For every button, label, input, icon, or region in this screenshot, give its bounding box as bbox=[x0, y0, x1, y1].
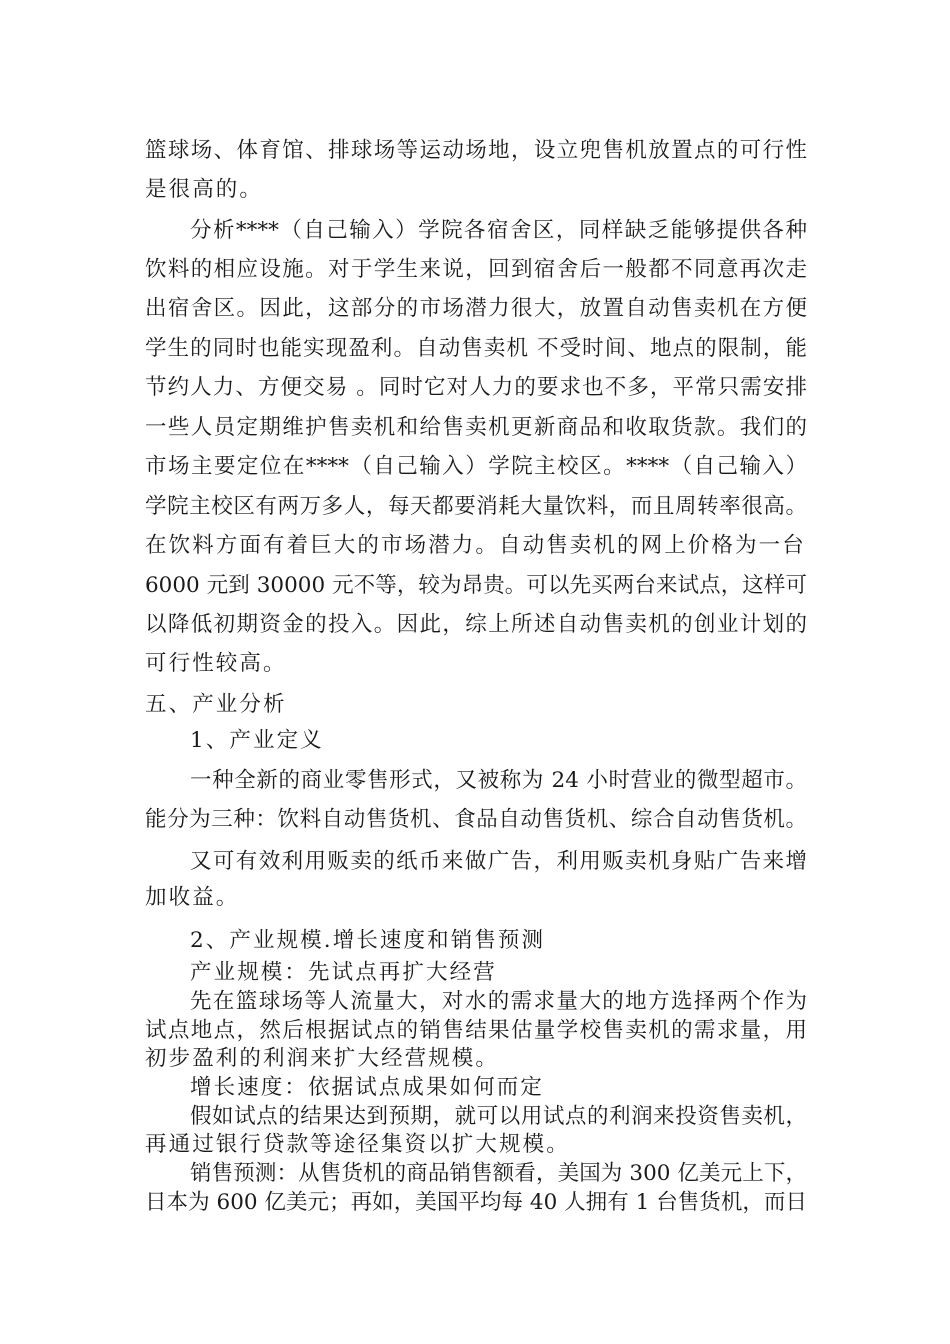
paragraph-line: 6000 元到 30000 元不等，较为昂贵。可以先买两台来试点，这样可 bbox=[145, 573, 807, 598]
paragraph-line: 又可有效利用贩卖的纸币来做广告，利用贩卖机身贴广告来增 bbox=[190, 849, 807, 874]
subsection-heading: 2、产业规模.增长速度和销售预测 bbox=[190, 928, 546, 953]
paragraph-line: 初步盈利的利润来扩大经营规模。 bbox=[145, 1046, 500, 1071]
subsection-heading: 1、产业定义 bbox=[190, 728, 324, 753]
paragraph-line: 以降低初期资金的投入。因此，综上所述自动售卖机的创业计划的 bbox=[145, 612, 807, 637]
paragraph-line: 增长速度：依据试点成果如何而定 bbox=[190, 1075, 545, 1100]
paragraph-line: 日本为 600 亿美元；再如，美国平均每 40 人拥有 1 台售货机，而日 bbox=[145, 1190, 807, 1215]
paragraph-line: 销售预测：从售货机的商品销售额看，美国为 300 亿美元上下， bbox=[190, 1161, 807, 1186]
paragraph-line: 再通过银行贷款等途径集资以扩大规模。 bbox=[145, 1132, 570, 1157]
paragraph-line: 一种全新的商业零售形式，又被称为 24 小时营业的微型超市。 bbox=[190, 768, 807, 793]
paragraph-line: 在饮料方面有着巨大的市场潜力。自动售卖机的网上价格为一台 bbox=[145, 533, 806, 558]
paragraph-line: 产业规模：先试点再扩大经营 bbox=[190, 960, 497, 985]
paragraph-line: 可行性较高。 bbox=[145, 651, 287, 676]
paragraph-line: 假如试点的结果达到预期，就可以用试点的利润来投资售卖机， bbox=[190, 1104, 807, 1129]
paragraph-line: 加收益。 bbox=[145, 885, 240, 910]
paragraph-line: 学院主校区有两万多人，每天都要消耗大量饮料，而且周转率很高。 bbox=[145, 494, 807, 519]
paragraph-line: 能分为三种：饮料自动售货机、食品自动售货机、综合自动售货机。 bbox=[145, 807, 807, 832]
paragraph-line: 学生的同时也能实现盈利。自动售卖机 不受时间、地点的限制，能 bbox=[145, 336, 807, 361]
section-heading: 五、产业分析 bbox=[145, 692, 287, 717]
paragraph-line: 试点地点，然后根据试点的销售结果估量学校售卖机的需求量，用 bbox=[145, 1018, 807, 1043]
paragraph-line: 市场主要定位在****（自己输入）学院主校区。****（自己输入） bbox=[145, 454, 807, 479]
paragraph-line: 饮料的相应设施。对于学生来说，回到宿舍后一般都不同意再次走 bbox=[145, 257, 807, 282]
paragraph-line: 节约人力、方便交易 。同时它对人力的要求也不多，平常只需安排 bbox=[145, 375, 807, 400]
paragraph-line: 分析****（自己输入）学院各宿舍区，同样缺乏能够提供各种 bbox=[190, 218, 807, 243]
paragraph-line: 一些人员定期维护售卖机和给售卖机更新商品和收取货款。我们的 bbox=[145, 415, 807, 440]
paragraph-line: 出宿舍区。因此，这部分的市场潜力很大，放置自动售卖机在方便 bbox=[145, 296, 807, 321]
paragraph-line: 先在篮球场等人流量大，对水的需求量大的地方选择两个作为 bbox=[190, 989, 807, 1014]
paragraph-line: 是很高的。 bbox=[145, 177, 264, 202]
paragraph-line: 篮球场、体育馆、排球场等运动场地，设立兜售机放置点的可行性 bbox=[145, 138, 807, 163]
